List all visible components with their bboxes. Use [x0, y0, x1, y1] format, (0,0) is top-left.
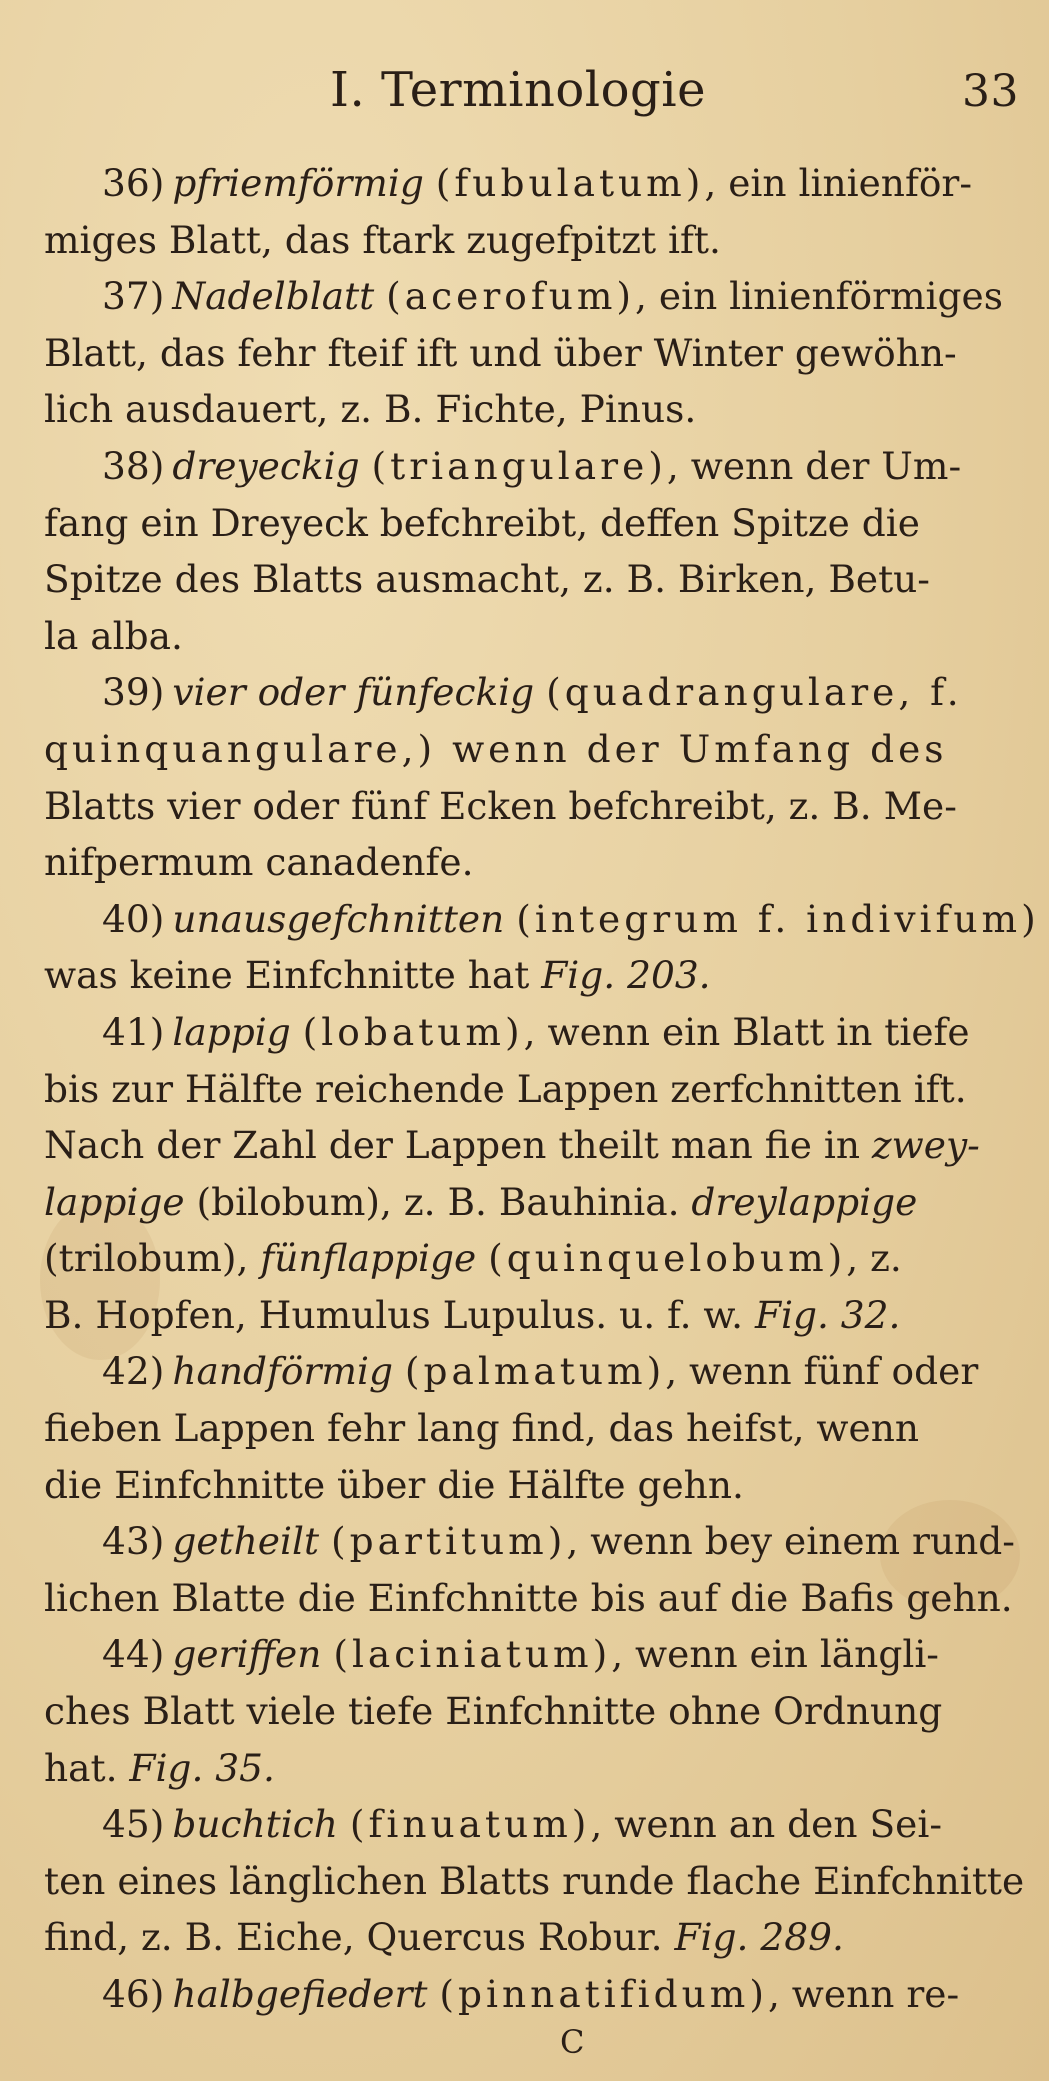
- text-line: [44, 1909, 1006, 1966]
- text-line: [44, 834, 1006, 891]
- text-line: [44, 438, 1006, 495]
- page-number: 33: [962, 66, 1019, 117]
- line-text: , z.: [846, 1236, 902, 1281]
- text-line: [44, 891, 1040, 948]
- term: Nadelblatt: [172, 274, 375, 319]
- text-line: [44, 1174, 1006, 1231]
- line-text: quinquangulare,) wenn der Umfang des: [44, 726, 948, 771]
- figure-reference: Fig. 32.: [754, 1292, 901, 1337]
- term: vier oder fünfeckig: [172, 670, 535, 715]
- line-text: lich ausdauert, z. B. Fichte, Pinus.: [44, 387, 697, 432]
- term: geriffen: [172, 1632, 322, 1677]
- term: lappig: [172, 1009, 291, 1054]
- text-line: [44, 1117, 1006, 1174]
- line-text: (bilobum), z. B. Bauhinia.: [184, 1179, 680, 1224]
- latin-name: (quadrangulare, f.: [546, 670, 963, 715]
- text-line: [44, 1683, 1006, 1740]
- line-text: fang ein Dreyeck befchreibt, deffen Spitze die: [44, 500, 920, 545]
- body-text: [44, 155, 1040, 2023]
- text-line: [44, 495, 1006, 552]
- entry-number: 36): [102, 161, 165, 205]
- text-line: [44, 212, 1006, 269]
- text-line: [44, 608, 1006, 665]
- line-text: nifpermum canadenfe.: [44, 840, 474, 885]
- running-header: [0, 62, 1049, 132]
- line-text: , wenn ein längli-: [611, 1632, 939, 1677]
- text-line: [44, 1230, 1006, 1287]
- line-text: die Einfchnitte über die Hälfte gehn.: [44, 1462, 744, 1507]
- term: buchtich: [172, 1802, 338, 1847]
- text-line: [44, 381, 1006, 438]
- text-line: [44, 1457, 1006, 1514]
- line-text: B. Hopfen, Humulus Lupulus. u. f. w.: [44, 1292, 744, 1337]
- text-line: [44, 947, 1006, 1004]
- entry-number: 40): [102, 896, 165, 941]
- text-line: [44, 1966, 1006, 2023]
- line-text: miges Blatt, das ftark zugefpitzt ift.: [44, 217, 721, 262]
- text-line: [44, 1004, 1006, 1061]
- text-line: [44, 1061, 1006, 1118]
- latin-name: (fubulatum): [435, 161, 705, 205]
- term: unausgefchnitten: [172, 896, 505, 941]
- latin-name: (palmatum): [404, 1349, 666, 1394]
- text-line: [44, 1570, 1013, 1627]
- line-text: , wenn re-: [767, 1972, 960, 2016]
- figure-reference: dreylappige: [691, 1179, 918, 1224]
- page-title: I. Terminologie: [330, 62, 707, 118]
- line-text: ten eines länglichen Blatts runde flache Einfchnitte: [44, 1858, 1025, 1903]
- term: dreyeckig: [172, 443, 360, 488]
- figure-reference: Fig. 289.: [674, 1915, 844, 1960]
- entry-number: 37): [102, 274, 165, 319]
- entry-number: 44): [102, 1632, 165, 1677]
- line-text: find, z. B. Eiche, Quercus Robur.: [44, 1915, 663, 1960]
- line-text: (trilobum),: [44, 1236, 249, 1281]
- line-text: ches Blatt viele tiefe Einfchnitte ohne Ordnung: [44, 1689, 943, 1734]
- latin-name: (quinquelobum): [488, 1236, 847, 1281]
- entry-number: 38): [102, 443, 165, 488]
- entry-number: 41): [102, 1009, 165, 1054]
- text-line: [44, 1626, 1006, 1683]
- line-text: , wenn ein Blatt in tiefe: [523, 1009, 970, 1054]
- line-text: , ein linienförmiges: [635, 274, 1003, 319]
- line-text: Nach der Zahl der Lappen theilt man fie in: [44, 1123, 860, 1168]
- latin-name: (finuatum): [349, 1802, 591, 1847]
- text-line: [44, 155, 1006, 212]
- latin-name: (laciniatum): [333, 1632, 612, 1677]
- text-line: [44, 778, 1006, 835]
- text-line: [44, 664, 1006, 721]
- term: fünflappige: [260, 1236, 477, 1281]
- line-text: Blatt, das fehr fteif ift und über Winter gewöhn-: [44, 330, 957, 375]
- figure-reference: Fig. 203.: [541, 953, 711, 998]
- latin-name: (partitum): [330, 1519, 567, 1564]
- line-text: , wenn fünf oder: [665, 1349, 979, 1394]
- line-text: lichen Blatte die Einfchnitte bis auf die Bafis gehn.: [44, 1575, 1013, 1620]
- term: lappige: [44, 1179, 185, 1224]
- term: halbgefiedert: [172, 1972, 428, 2016]
- text-line: [44, 325, 1006, 382]
- signature-mark: C: [560, 2023, 585, 2061]
- text-line: [44, 1287, 1006, 1344]
- entry-number: 46): [102, 1972, 165, 2016]
- line-text: was keine Einfchnitte hat: [44, 953, 530, 998]
- line-text: la alba.: [44, 613, 183, 658]
- text-line: [44, 1343, 1006, 1400]
- entry-number: 42): [102, 1349, 165, 1394]
- text-line: [44, 1400, 1006, 1457]
- line-text: hat.: [44, 1745, 118, 1790]
- entry-number: 45): [102, 1802, 165, 1847]
- line-text: , wenn der Um-: [666, 443, 962, 488]
- text-line: [44, 1740, 1006, 1797]
- latin-name: (triangulare): [371, 443, 667, 488]
- term: handförmig: [172, 1349, 393, 1394]
- line-text: , ein linienför-: [704, 161, 973, 205]
- line-text: Spitze des Blatts ausmacht, z. B. Birken, Betu-: [44, 557, 930, 602]
- entry-number: 39): [102, 670, 165, 715]
- latin-name: (integrum f. indivifum): [516, 896, 1040, 941]
- figure-reference: Fig. 35.: [129, 1745, 275, 1790]
- text-line: [44, 551, 1006, 608]
- line-text: bis zur Hälfte reichende Lappen zerfchnitten ift.: [44, 1066, 967, 1111]
- line-text: , wenn an den Sei-: [590, 1802, 942, 1847]
- text-line: [44, 721, 1006, 778]
- line-text: fieben Lappen fehr lang find, das heifst, wenn: [44, 1406, 920, 1451]
- latin-name: (acerofum): [386, 274, 636, 319]
- text-line: [44, 268, 1006, 325]
- latin-name: (lobatum): [302, 1009, 524, 1054]
- latin-name: (pinnatifidum): [439, 1972, 768, 2016]
- term: pfriemförmig: [172, 161, 424, 205]
- entry-number: 43): [102, 1519, 165, 1564]
- line-text: Blatts vier oder fünf Ecken befchreibt, z. B. Me-: [44, 783, 957, 828]
- line-text: , wenn bey einem rund-: [566, 1519, 1015, 1564]
- text-line: [44, 1513, 1015, 1570]
- text-line: [44, 1853, 1025, 1910]
- figure-reference: zwey-: [871, 1123, 980, 1168]
- term: getheilt: [172, 1519, 320, 1564]
- text-line: [44, 1796, 1006, 1853]
